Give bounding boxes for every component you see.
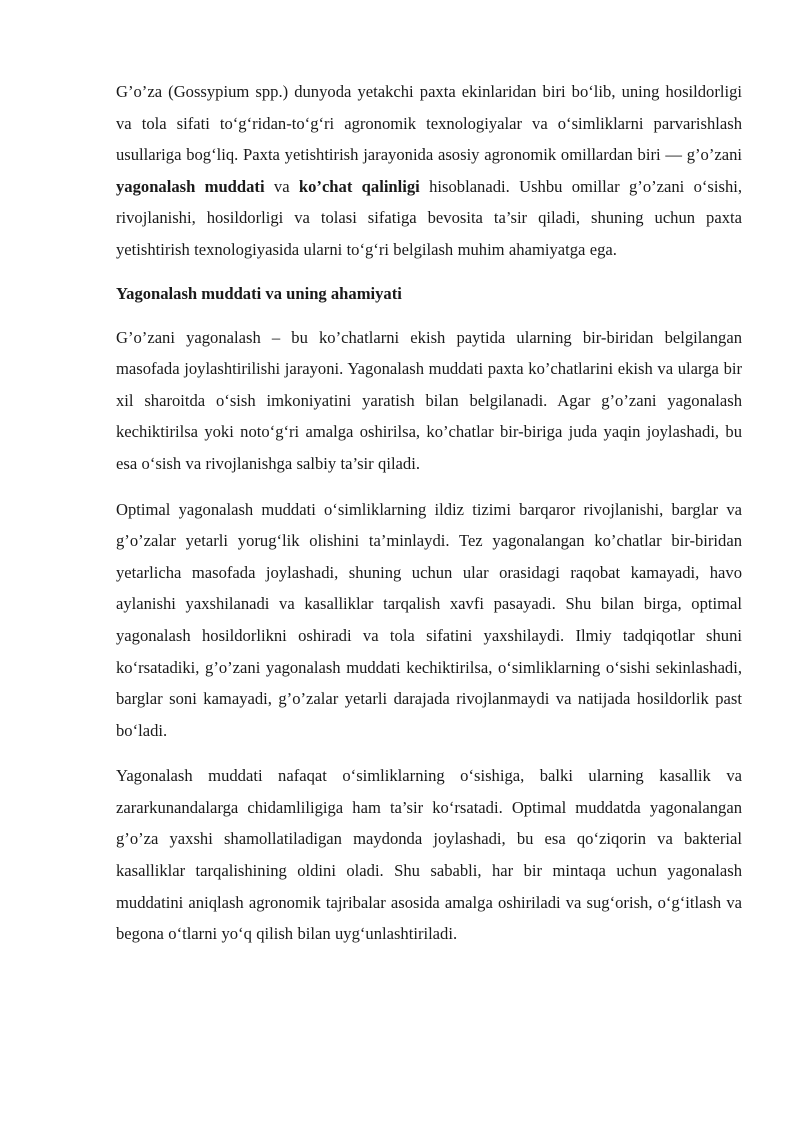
- body-paragraph-3: Yagonalash muddati nafaqat o‘simliklarning o‘sishiga, balki ularning kasallik va zararkunandalarga chidamliligiga ham ta’sir ko‘rsatadi. Optimal muddatda yagonalangan g’o’za yaxshi shamollatiladigan maydonda joylashadi, bu esa qo‘ziqorin va bakterial kasalliklar tarqalishining oldini oladi. Shu sababli, har bir mintaqa uchun yagonalash muddatini aniqlash agronomik tajribalar asosida amalga oshiriladi va sug‘orish, o‘g‘itlash va begona o‘tlarni yo‘q qilish bilan uyg‘unlashtiriladi.: [116, 766, 742, 944]
- document-page: [116, 76, 742, 950]
- intro-text-2: va: [264, 176, 299, 196]
- intro-text-1: G’o’za (Gossypium spp.) dunyoda yetakchi paxta ekinlaridan biri bo‘lib, uning hosildorligi va tola sifati to‘g‘ridan-to‘g‘ri agronomik texnologiyalar va o‘simliklarni parvarishlash usullariga bog‘liq. Paxta yetishtirish jarayonida asosiy agronomik omillardan biri — g’o’zani: [116, 82, 742, 165]
- body-paragraph-2: Optimal yagonalash muddati o‘simliklarning ildiz tizimi barqaror rivojlanishi, barglar va g’o’zalar yetarli yorug‘lik olishini ta’minlaydi. Tez yagonalangan ko’chatlar bir-biridan yetarlicha masofada joylashadi, shuning uchun ular orasidagi raqobat kamayadi, havo aylanishi yaxshilanadi va kasalliklar tarqalish xavfi pasayadi. Shu bilan birga, optimal yagonalash hosildorlikni oshiradi va tola sifatini yaxshilaydi. Ilmiy tadqiqotlar shuni ko‘rsatadiki, g’o’zani yagonalash muddati kechiktirilsa, o‘simliklarning o‘sishi sekinlashadi, barglar soni kamayadi, g’o’zalar yetarli darajada rivojlanmaydi va natijada hosildorlik past bo‘ladi.: [116, 499, 742, 740]
- intro-text-3: hisoblanadi. Ushbu omillar g’o’zani o‘sishi, rivojlanishi, hosildorligi va tolasi sifatiga bevosita ta’sir qiladi, shuning uchun paxta yetishtirish texnologiyasida ularni to‘g‘ri belgilash muhim ahamiyatga ega.: [116, 176, 743, 259]
- body-paragraph-1: G’o’zani yagonalash – bu ko’chatlarni ekish paytida ularning bir-biridan belgilangan masofada joylashtirilishi jarayoni. Yagonalash muddati paxta ko’chatlarini ekish va ularga bir xil sharoitda o‘sish imkoniyatini yaratish bilan belgilanadi. Agar g’o’zani yagonalash kechiktirilsa yoki noto‘g‘ri amalga oshirilsa, ko’chatlar bir-biriga juda yaqin joylashadi, bu esa o‘sish va rivojlanishga salbiy ta’sir qiladi.: [116, 327, 742, 473]
- intro-bold-term-1: yagonalash muddati: [116, 176, 265, 196]
- section-heading: Yagonalash muddati va uning ahamiyati: [116, 283, 402, 303]
- intro-paragraph: [116, 76, 742, 266]
- intro-bold-term-2: ko’chat qalinligi: [298, 176, 420, 196]
